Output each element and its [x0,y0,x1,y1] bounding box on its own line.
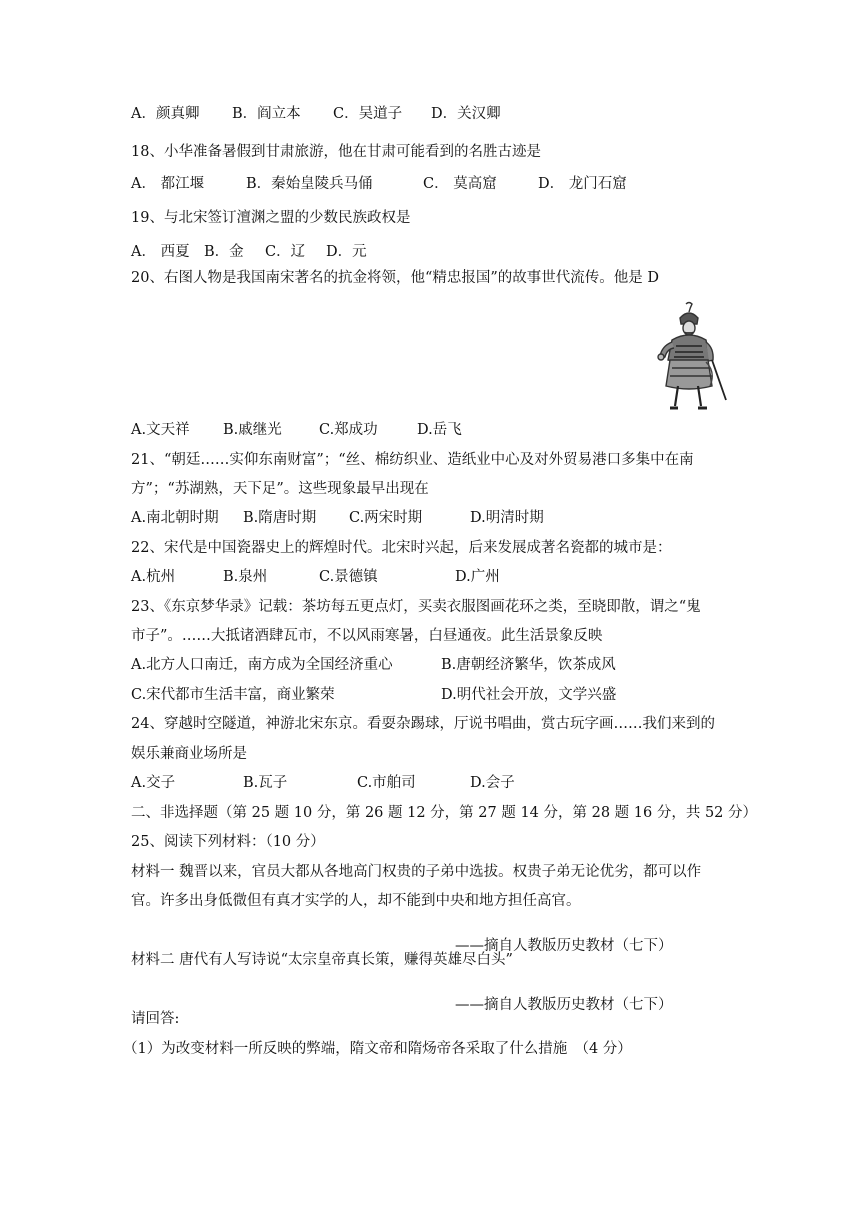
q18-stem: 18、小华准备暑假到甘肃旅游，他在甘肃可能看到的名胜古迹是 [131,144,541,160]
q20-option-c: C.郑成功 [319,422,378,438]
q23-option-a: A.北方人口南迁，南方成为全国经济重心 [131,657,393,673]
q24-stem-line2: 娱乐兼商业场所是 [131,746,247,762]
q24-option-d: D.会子 [470,775,515,791]
q23-option-b: B.唐朝经济繁华，饮茶成风 [441,657,616,673]
section2-heading: 二、非选择题（第 25 题 10 分，第 26 题 12 分，第 27 题 14 分，第 28 题 16 分，共 52 分） [131,805,758,821]
q19-option-c: C．辽 [265,244,306,260]
q20-option-d: D.岳飞 [417,422,462,438]
q20-stem: 20、右图人物是我国南宋著名的抗金将领，他“精忠报国”的故事世代流传。他是 D [131,270,660,286]
q21-option-c: C.两宋时期 [349,510,423,526]
q17-option-d: D．关汉卿 [431,106,501,122]
q21-option-d: D.明清时期 [470,510,544,526]
q17-option-b: B．阎立本 [232,106,301,122]
q25-material2-source: ——摘自人教版历史教材（七下） [455,996,673,1013]
q20-option-b: B.戚继光 [223,422,282,438]
q22-option-b: B.泉州 [223,569,268,585]
q25-material1-line1: 材料一 魏晋以来，官员大都从各地高门权贵的子弟中选拔。权贵子弟无论优劣，都可以作 [131,864,702,880]
q25-material2: 材料二 唐代有人写诗说“太宗皇帝真长策，赚得英雄尽白头” [131,952,513,968]
q23-stem-line1: 23、《东京梦华录》记载：茶坊每五更点灯，买卖衣服图画花环之类，至晓即散，谓之“鬼 [131,599,701,615]
q19-stem: 19、与北宋签订澶渊之盟的少数民族政权是 [131,210,411,226]
q23-stem-line2: 市子”。……大抵诸酒肆瓦市，不以风雨寒暑，白昼通夜。此生活景象反映 [131,628,603,644]
q21-option-a: A.南北朝时期 [131,510,219,526]
q23-option-c: C.宋代都市生活丰富，商业繁荣 [131,687,335,703]
q25-prompt: 请回答: [131,1011,180,1027]
q22-option-d: D.广州 [455,569,500,585]
q25-material1-line2: 官。许多出身低微但有真才实学的人，却不能到中央和地方担任高官。 [131,893,581,909]
q21-stem-line2: 方”；“苏湖熟，天下足”。这些现象最早出现在 [131,481,429,497]
q25-sub1: （1）为改变材料一所反映的弊端，隋文帝和隋炀帝各采取了什么措施 （4 分） [123,1041,632,1057]
q19-option-a: A． 西夏 [131,244,190,260]
q25-material1-source: ——摘自人教版历史教材（七下） [455,937,673,954]
q21-option-b: B.隋唐时期 [243,510,317,526]
q17-option-c: C．吴道子 [333,106,403,122]
q18-option-b: B．秦始皇陵兵马俑 [246,176,373,192]
q18-option-d: D． 龙门石窟 [538,176,627,192]
q19-option-b: B．金 [204,244,244,260]
q18-option-a: A． 都江堰 [131,176,205,192]
q24-option-b: B.瓦子 [243,775,288,791]
q22-stem: 22、宋代是中国瓷器史上的辉煌时代。北宋时兴起，后来发展成著名瓷都的城市是： [131,540,672,556]
q22-option-c: C.景德镇 [319,569,378,585]
q21-stem-line1: 21、“朝廷……实仰东南财富”；“丝、棉纺织业、造纸业中心及对外贸易港口多集中在南 [131,452,694,468]
armored-general-figure-icon [650,300,735,415]
q24-stem-line1: 24、穿越时空隧道，神游北宋东京。看耍杂踢球，厅说书唱曲，赏古玩字画……我们来到的 [131,716,715,732]
q19-option-d: D．元 [326,244,367,260]
q25-stem: 25、阅读下列材料：（10 分） [131,834,325,850]
q24-option-a: A.交子 [131,775,176,791]
q17-option-a: A．颜真卿 [131,106,200,122]
q22-option-a: A.杭州 [131,569,176,585]
q18-option-c: C． 莫高窟 [423,176,497,192]
q24-option-c: C.市舶司 [357,775,416,791]
q20-option-a: A.文天祥 [131,422,190,438]
q23-option-d: D.明代社会开放，文学兴盛 [441,687,617,703]
